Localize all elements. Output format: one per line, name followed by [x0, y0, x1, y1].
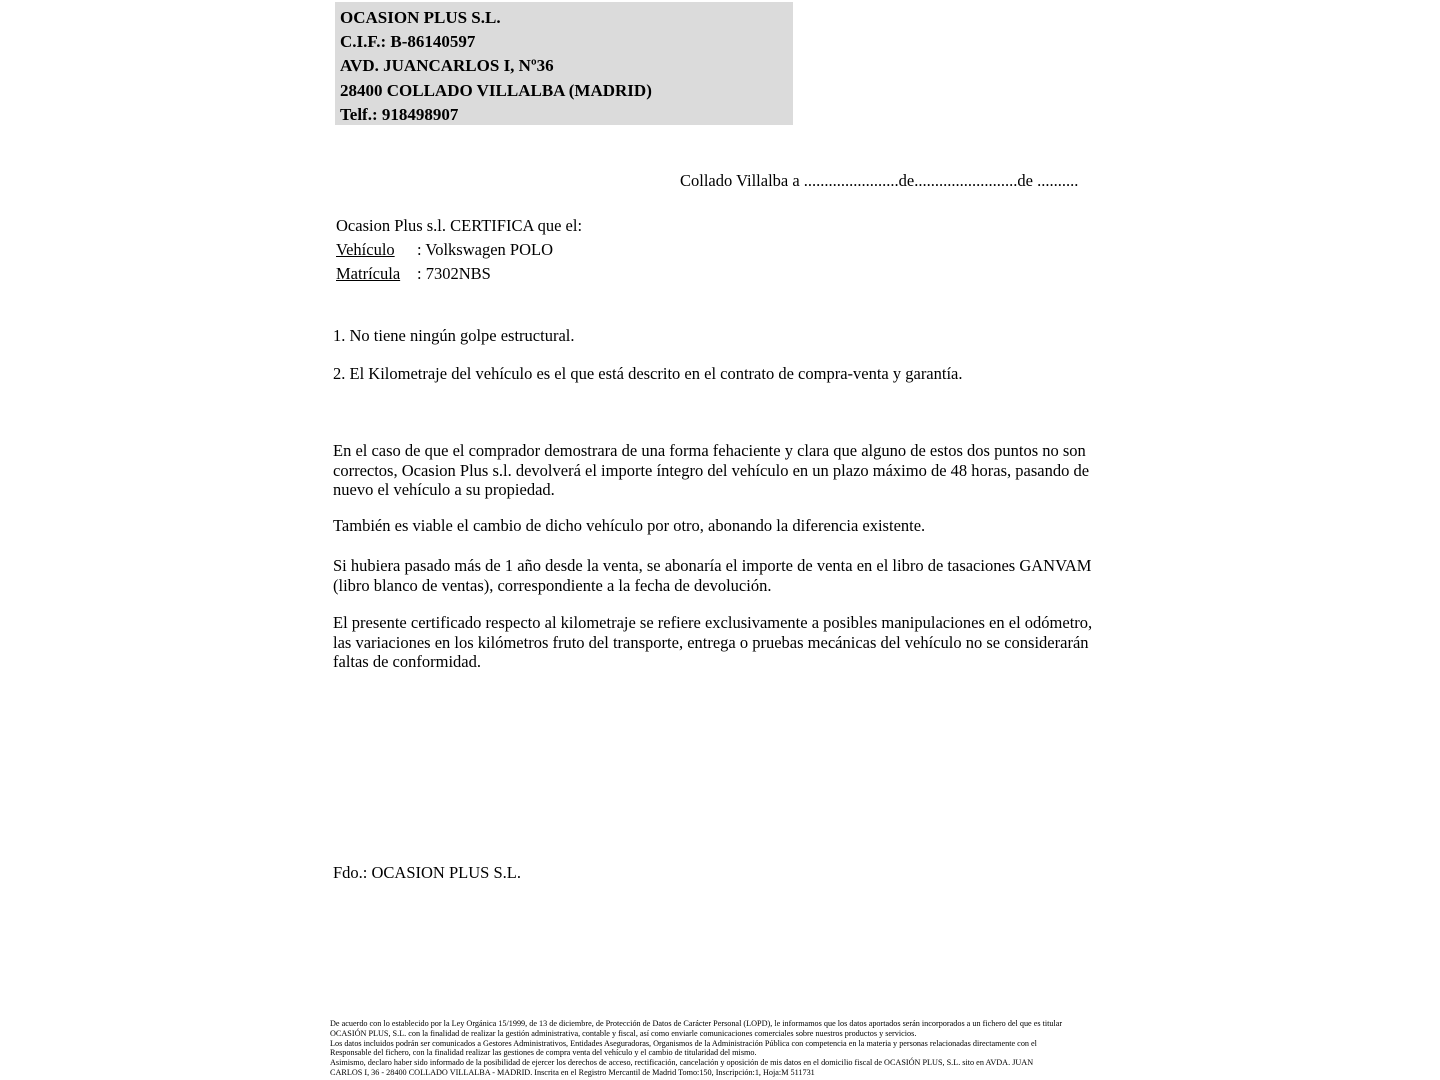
plate-value: : 7302NBS	[417, 263, 491, 283]
company-name: OCASION PLUS S.L.	[340, 8, 501, 27]
plate-field	[336, 262, 582, 286]
certification-block	[336, 214, 582, 285]
vehicle-label: Vehículo	[336, 239, 395, 259]
paragraph-ganvam: Si hubiera pasado más de 1 año desde la venta, se abonaría el importe de venta en el libro de tasaciones GANVAM (libro blanco de ventas), correspondiente a la fecha de devolución.	[333, 556, 1092, 595]
paragraph-exchange: También es viable el cambio de dicho vehículo por otro, abonando la diferencia existente.	[333, 516, 926, 535]
point-2: 2. El Kilometraje del vehículo es el que está descrito en el contrato de compra-venta y garantía.	[333, 364, 963, 383]
legal-line: De acuerdo con lo establecido por la Ley Orgánica 15/1999, de 13 de diciembre, de Protección de Datos de Carácter Personal (LOPD), le informamos que los datos aportados serán incorporados a un fichero del que es titular	[330, 1019, 1063, 1028]
vehicle-value: : Volkswagen POLO	[417, 239, 553, 259]
company-cif: C.I.F.: B-86140597	[340, 32, 476, 52]
paragraph-odometer: El presente certificado respecto al kilometraje se refiere exclusivamente a posibles manipulaciones en el odómetro, las variaciones en los kilómetros fruto del transporte, entrega o pruebas mecánicas del vehículo no se considerarán faltas de conformidad.	[333, 613, 1093, 672]
point-1: 1. No tiene ningún golpe estructural.	[333, 326, 575, 345]
legal-line: Los datos incluidos podrán ser comunicados a Gestores Administrativos, Entidades Aseguradoras, Organismos de la Administración Pública con competencia en la materia y personas relacionadas directamente con el	[330, 1038, 1037, 1048]
legal-line: CARLOS I, 36 - 28400 COLLADO VILLALBA - MADRID. Inscrita en el Registro Mercantil de Madrid Tomo:150, Inscripción:1, Hoja:M 511731	[330, 1067, 815, 1077]
legal-line: OCASIÓN PLUS, S.L. con la finalidad de realizar la gestión administrativa, contable y fiscal, así como enviarle comunicaciones comerciales sobre nuestros productos y servicios.	[330, 1028, 917, 1038]
legal-line: Responsable del fichero, con la finalidad realizar las gestiones de compra venta del vehículo y el cambio de titularidad del mismo.	[330, 1048, 757, 1058]
signature-line: Fdo.: OCASION PLUS S.L.	[333, 863, 521, 882]
company-address: AVD. JUANCARLOS I, Nº36	[340, 56, 554, 76]
legal-footer	[330, 1019, 1120, 1078]
certification-intro: Ocasion Plus s.l. CERTIFICA que el:	[336, 216, 583, 235]
plate-label: Matrícula	[336, 263, 401, 283]
date-fill-in-line: Collado Villalba a .......................de.........................de ..........	[680, 171, 1079, 190]
vehicle-field	[336, 238, 582, 262]
company-header-box	[335, 2, 793, 125]
company-phone: Telf.: 918498907	[340, 104, 459, 124]
company-city: 28400 COLLADO VILLALBA (MADRID)	[340, 80, 652, 100]
legal-line: Asimismo, declaro haber sido informado de la posibilidad de ejercer los derechos de acceso, rectificación, cancelación y oposición de mis datos en el domicilio fiscal de OCASIÓN PLUS, S.L. sito en AVDA. JUAN	[330, 1058, 1034, 1067]
paragraph-refund: En el caso de que el comprador demostrara de una forma fehaciente y clara que alguno de estos dos puntos no son correctos, Ocasion Plus s.l. devolverá el importe íntegro del vehículo en un plazo máximo de 48 horas, pasando de nuevo el vehículo a su propiedad.	[333, 441, 1090, 500]
